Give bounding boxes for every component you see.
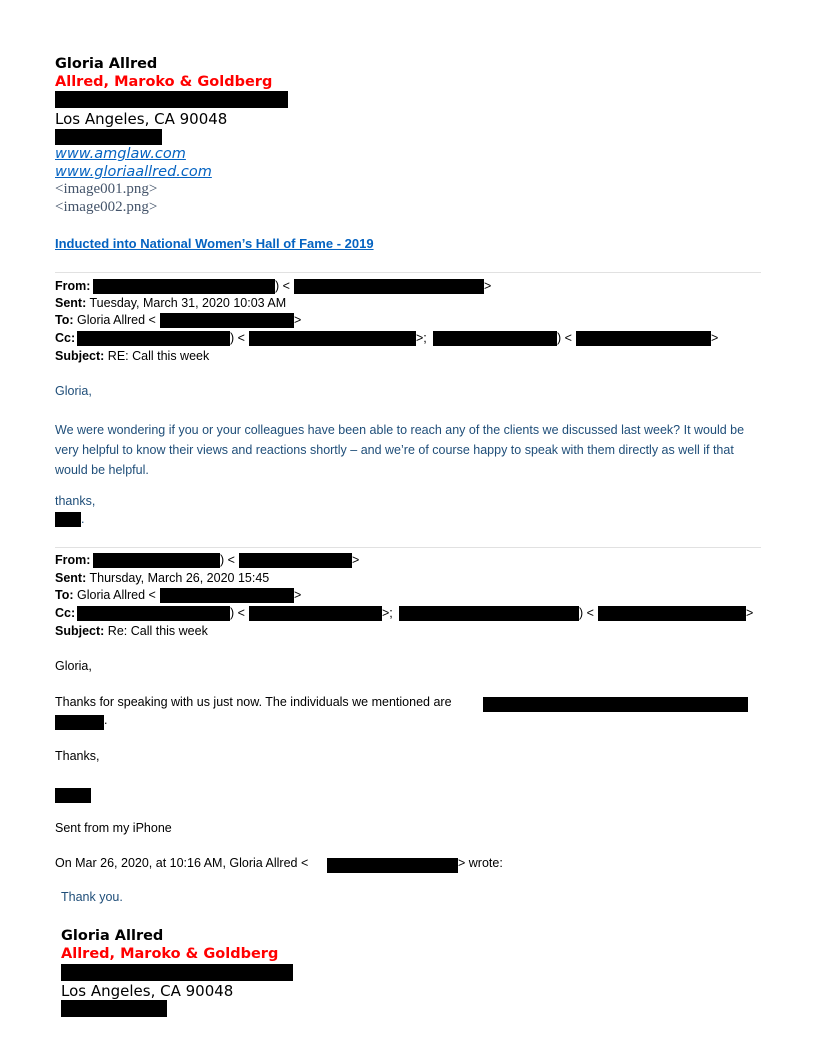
redaction-block (93, 279, 275, 294)
sent-label: Sent: (55, 296, 87, 310)
to-value: Gloria Allred < (77, 313, 156, 327)
redaction-block (576, 331, 711, 346)
signature-firm: Allred, Maroko & Goldberg (55, 74, 273, 90)
punctuation: >; (382, 606, 393, 620)
subject-row (55, 349, 209, 363)
redaction-block (598, 606, 746, 621)
quoted-intro: On Mar 26, 2020, at 10:16 AM, Gloria Allred < (55, 856, 309, 870)
subject-label: Subject: (55, 349, 105, 363)
punctuation: > (294, 313, 302, 327)
from-row (55, 553, 90, 567)
signature-name: Gloria Allred (61, 928, 164, 944)
redaction-block (93, 553, 220, 568)
redaction-block (249, 331, 416, 346)
redaction-block (160, 588, 294, 603)
subject-label: Subject: (55, 624, 105, 638)
signature-city: Los Angeles, CA 90048 (61, 982, 234, 1000)
redaction-block (77, 606, 230, 621)
redaction-block (55, 129, 162, 145)
punctuation: ) < (579, 606, 594, 620)
punctuation: ) < (230, 606, 245, 620)
email1-body: We were wondering if you or your colleagues have been able to reach any of the clients we discussed last week? It would be very helpful to know their views and reactions shortly – and we’re of course happy to speak with them directly as well if that would be helpful. (55, 423, 745, 477)
redaction-block (61, 964, 293, 981)
from-label: From: (55, 279, 91, 293)
cc-row (55, 606, 75, 620)
punctuation: > (484, 279, 492, 293)
cc-label: Cc: (55, 331, 76, 345)
signature-city: Los Angeles, CA 90048 (55, 110, 228, 128)
redaction-block (55, 788, 91, 803)
email1-closing: thanks, (55, 494, 96, 508)
to-label: To: (55, 313, 74, 327)
sent-value: Thursday, March 26, 2020 15:45 (89, 571, 270, 585)
signature-firm: Allred, Maroko & Goldberg (61, 946, 279, 962)
redaction-block (399, 606, 579, 621)
quoted-reply: Thank you. (61, 890, 123, 904)
email2-closing: Thanks, (55, 749, 100, 763)
image-placeholder-2: <image002.png> (55, 199, 158, 215)
email1-greeting: Gloria, (55, 384, 92, 398)
cc-row (55, 331, 75, 345)
link-amglaw[interactable]: www.amglaw.com (55, 146, 186, 162)
redaction-block (55, 715, 104, 730)
redaction-block (483, 697, 748, 712)
redaction-block (249, 606, 382, 621)
sent-row (55, 296, 286, 310)
redaction-block (61, 1000, 167, 1017)
hall-of-fame-link[interactable]: Inducted into National Women’s Hall of Fame - 2019 (55, 236, 374, 251)
quoted-intro-suffix: > wrote: (458, 856, 503, 870)
email2-body-suffix: . (104, 713, 108, 727)
subject-row (55, 624, 208, 638)
punctuation: > (711, 331, 719, 345)
punctuation: ) < (220, 553, 235, 567)
subject-value: Re: Call this week (107, 624, 208, 638)
sent-from-line: Sent from my iPhone (55, 821, 172, 835)
cc-label: Cc: (55, 606, 76, 620)
link-gloriaallred[interactable]: www.gloriaallred.com (55, 164, 212, 180)
punctuation: ) < (557, 331, 572, 345)
email1-sign-suffix: . (81, 512, 85, 526)
punctuation: ) < (230, 331, 245, 345)
from-row (55, 279, 90, 293)
image-placeholder-1: <image001.png> (55, 181, 158, 197)
from-label: From: (55, 553, 91, 567)
redaction-block (55, 91, 288, 108)
redaction-block (294, 279, 484, 294)
punctuation: > (352, 553, 360, 567)
redaction-block (327, 858, 458, 873)
sent-label: Sent: (55, 571, 87, 585)
header-divider (55, 547, 761, 548)
subject-value: RE: Call this week (107, 349, 210, 363)
punctuation: ) < (275, 279, 290, 293)
to-row (55, 588, 156, 602)
redaction-block (55, 512, 81, 527)
to-row (55, 313, 156, 327)
email2-body: Thanks for speaking with us just now. The individuals we mentioned are (55, 695, 452, 709)
redaction-block (433, 331, 557, 346)
punctuation: > (746, 606, 754, 620)
sent-row (55, 571, 269, 585)
header-divider (55, 272, 761, 273)
to-label: To: (55, 588, 74, 602)
punctuation: >; (416, 331, 427, 345)
redaction-block (77, 331, 230, 346)
email2-greeting: Gloria, (55, 659, 92, 673)
redaction-block (239, 553, 352, 568)
punctuation: > (294, 588, 302, 602)
sent-value: Tuesday, March 31, 2020 10:03 AM (89, 296, 287, 310)
signature-name: Gloria Allred (55, 56, 158, 72)
redaction-block (160, 313, 294, 328)
to-value: Gloria Allred < (77, 588, 156, 602)
